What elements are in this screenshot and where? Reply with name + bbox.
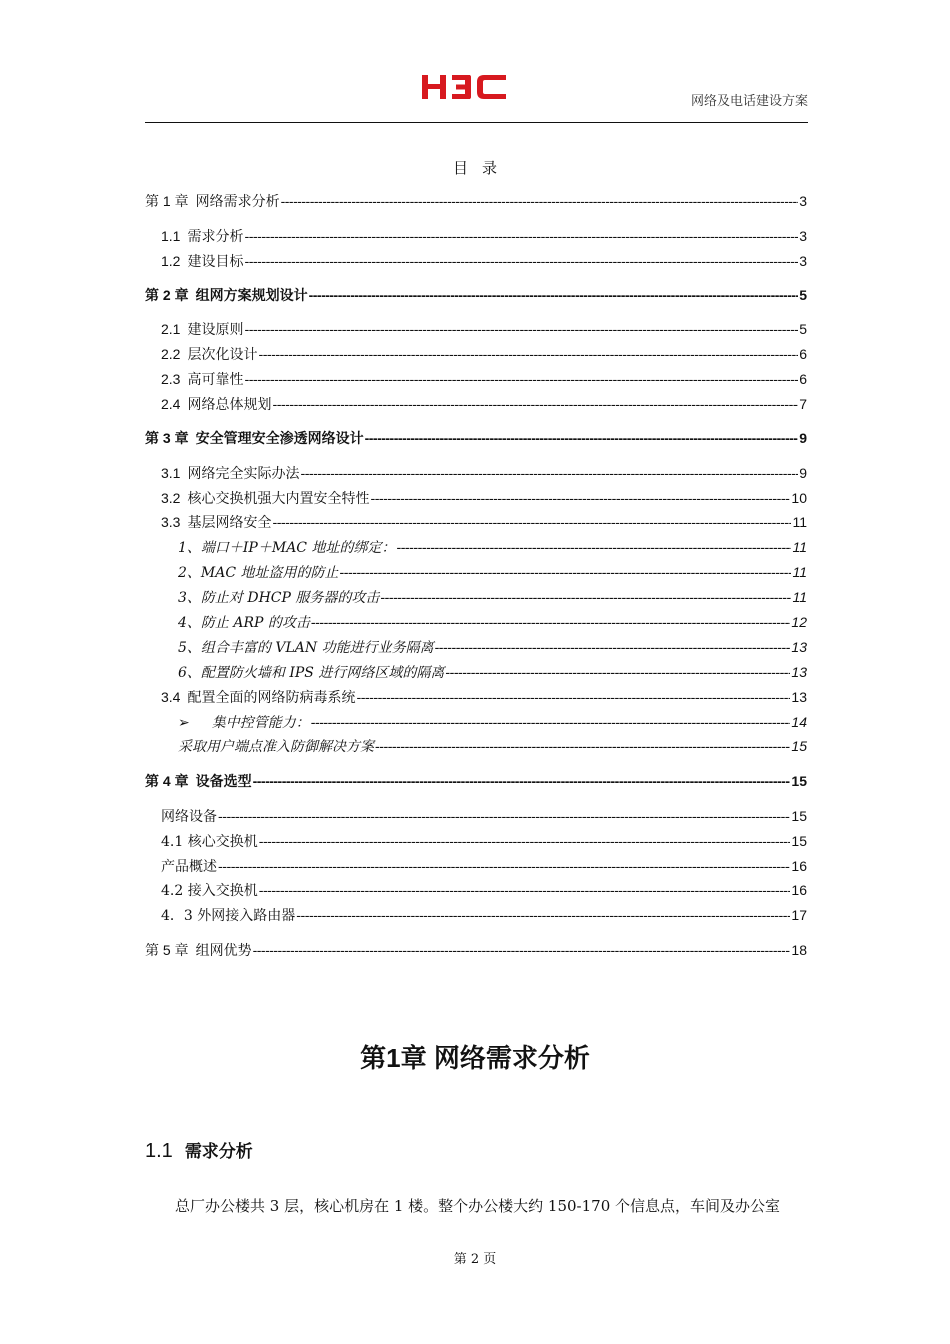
- toc-entry-3-4-item-2[interactable]: 采取用户端点准入防御解决方案 ----- 15: [178, 736, 807, 756]
- section-title: 需求分析: [184, 1142, 253, 1161]
- toc-entry-chapter-1[interactable]: 第 1 章 网络需求分析 ----- 3: [145, 191, 807, 211]
- toc-entry-3-3-item-4[interactable]: 4、防止 ARP 的攻击 ----- 12: [178, 612, 807, 632]
- h3c-logo: [420, 72, 510, 102]
- toc-entry-4-3[interactable]: 4．3 外网接入路由器 ----- 17: [161, 905, 807, 925]
- toc-entry-3-3[interactable]: 3.3 基层网络安全 ----- 11: [161, 512, 807, 532]
- toc-entry-3-3-item-6[interactable]: 6、配置防火墙和 IPS 进行网络区域的隔离 ----- 13: [178, 662, 807, 682]
- body-paragraph: 总厂办公楼共 3 层，核心机房在 1 楼。整个办公楼大约 150-170 个信息点，车间及办公室: [175, 1197, 781, 1215]
- toc-entry-3-3-item-3[interactable]: 3、防止对 DHCP 服务器的攻击 ----- 11: [178, 587, 807, 607]
- toc-entry-3-3-item-2[interactable]: 2、MAC 地址盗用的防止 ----- 11: [178, 562, 807, 582]
- toc-entry-4-network-devices[interactable]: 网络设备 ----- 15: [161, 806, 807, 826]
- toc-entry-2-4[interactable]: 2.4 网络总体规划 ----- 7: [161, 394, 807, 414]
- toc-entry-1-2[interactable]: 1.2 建设目标 ----- 3: [161, 251, 807, 271]
- toc-entry-chapter-3[interactable]: 第 3 章 安全管理安全渗透网络设计 ----- 9: [145, 428, 807, 448]
- page-footer: 第 2 页: [453, 1252, 497, 1267]
- toc-entry-chapter-5[interactable]: 第 5 章 组网优势 ----- 18: [145, 940, 807, 960]
- document-header-title: 网络及电话建设方案: [690, 94, 808, 109]
- toc-entry-3-4[interactable]: 3.4 配置全面的网络防病毒系统 ----- 13: [161, 687, 807, 707]
- arrow-bullet-icon: ➢: [178, 715, 190, 731]
- section-heading: [145, 1137, 253, 1163]
- toc-entry-2-2[interactable]: 2.2 层次化设计 ----- 6: [161, 344, 807, 364]
- toc-entry-4-1[interactable]: 4.1 核心交换机 ----- 15: [161, 831, 807, 851]
- toc-entry-2-3[interactable]: 2.3 高可靠性 ----- 6: [161, 369, 807, 389]
- toc-entry-chapter-2[interactable]: 第 2 章 组网方案规划设计 ----- 5: [145, 285, 807, 305]
- section-number: 1.1: [145, 1140, 173, 1162]
- header-divider: [145, 122, 808, 123]
- toc-entry-1-1[interactable]: 1.1 需求分析 ----- 3: [161, 226, 807, 246]
- chapter-heading: 第1章 网络需求分析: [360, 1043, 590, 1073]
- toc-entry-2-1[interactable]: 2.1 建设原则 ----- 5: [161, 319, 807, 339]
- toc-entry-chapter-4[interactable]: 第 4 章 设备选型 ----- 15: [145, 771, 807, 791]
- toc-entry-3-1[interactable]: 3.1 网络完全实际办法 ----- 9: [161, 463, 807, 483]
- toc-entry-4-2[interactable]: 4.2 接入交换机 ----- 16: [161, 880, 807, 900]
- toc-title: 目录: [452, 159, 511, 177]
- toc-entry-3-4-item-1[interactable]: ➢ 集中控管能力： ----- 14: [178, 712, 807, 732]
- toc-entry-4-product-overview[interactable]: 产品概述 ----- 16: [161, 856, 807, 876]
- toc-entry-3-2[interactable]: 3.2 核心交换机强大内置安全特性 ----- 10: [161, 488, 807, 508]
- toc-entry-3-3-item-1[interactable]: 1、端口＋IP＋MAC 地址的绑定： ----- 11: [178, 537, 807, 557]
- toc-entry-3-3-item-5[interactable]: 5、组合丰富的 VLAN 功能进行业务隔离 ----- 13: [178, 637, 807, 657]
